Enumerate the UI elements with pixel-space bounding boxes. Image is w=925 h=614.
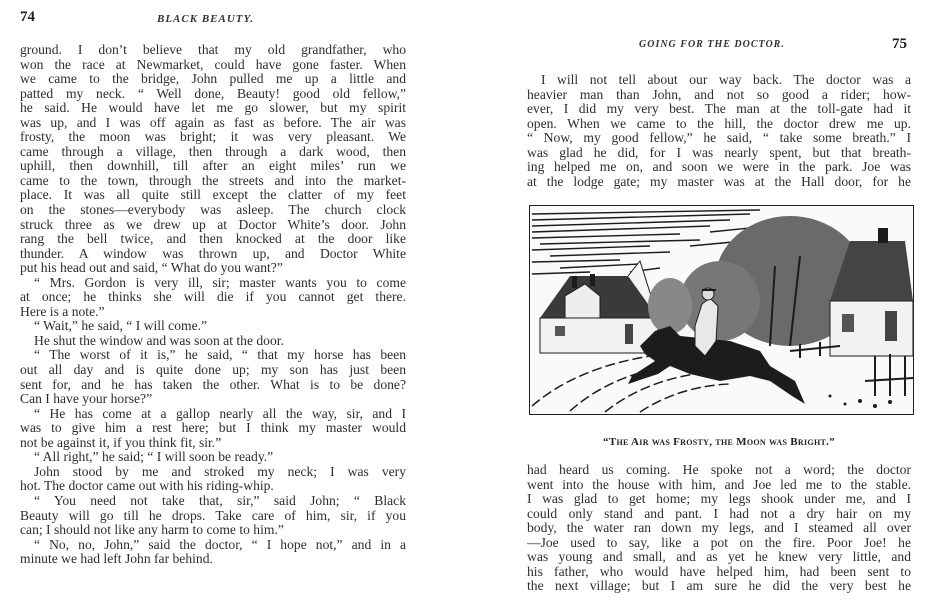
text-line: “ He has come at a gallop nearly all the way, sir, and I xyxy=(34,406,406,421)
text-line: could only stand and pant. I had not a dry hair on my xyxy=(527,506,911,521)
text-line: ever, I did my very best. The man at the toll-gate had it xyxy=(527,102,911,117)
text-line: Here is a note.” xyxy=(20,304,105,319)
text-line: came through a village, then through a dark wood, then xyxy=(20,144,406,159)
text-line: place. It was all quite still except the clatter of my feet xyxy=(20,188,406,203)
left-page xyxy=(0,0,460,614)
text-line: minute we had left John far behind. xyxy=(20,552,213,567)
text-line: “ Mrs. Gordon is very ill, sir; master wants you to come xyxy=(34,275,406,290)
text-line: uphill, then downhill, till after an eight miles’ run we xyxy=(20,159,406,174)
text-line: “ No, no, John,” said the doctor, “ I hope not,” and in a xyxy=(34,537,406,552)
text-line: ing helped me on, and soon we were in the park. Joe was xyxy=(527,160,911,175)
text-line: “ The worst of it is,” he said, “ that my horse has been xyxy=(34,348,406,363)
text-line: hot. The doctor came out with his riding-whip. xyxy=(20,479,274,494)
text-line: rang the bell twice, and then knocked at the door like xyxy=(20,232,406,247)
foreground-shading xyxy=(829,395,893,409)
text-line: Can I have your horse?” xyxy=(20,392,153,407)
text-line: ground. I don’t believe that my old grandfather, who xyxy=(20,43,406,57)
text-line: put his head out and said, “ What do you want?” xyxy=(20,261,283,276)
body-text-bottom xyxy=(527,463,911,594)
right-page xyxy=(460,0,925,614)
page-number: 75 xyxy=(892,36,907,52)
text-line: was up, and I was off again as fast as before. The air was xyxy=(20,115,406,130)
text-line: —Joe used to say, like a pot on the fire. Poor Joe! he xyxy=(527,535,911,550)
text-line: the next village; but I am sure he did the very best he xyxy=(527,579,911,594)
text-line: not be against it, if you think fit, sir.” xyxy=(20,435,222,450)
text-line: his father, who would have helped him, had been sent to xyxy=(527,564,911,579)
text-line: we came to the bridge, John pulled me up a little and xyxy=(20,72,406,87)
text-line: patted my neck. “ Well done, Beauty! good old fellow,” xyxy=(20,86,406,101)
text-line: body, the water ran down my legs, and I steamed all over xyxy=(527,521,911,536)
body-text xyxy=(20,43,406,567)
page-number: 74 xyxy=(20,9,35,25)
text-line: thunder. A window was thrown up, and Doctor White xyxy=(20,246,406,261)
text-line: came to the town, through the streets and into the market- xyxy=(20,173,406,188)
text-line: on the stones—everybody was asleep. The church clock xyxy=(20,203,406,218)
body-text-top xyxy=(527,73,911,189)
text-line: John stood by me and stroked my neck; I was very xyxy=(34,464,406,479)
text-line: can; I should not like any harm to come to him.” xyxy=(20,523,284,538)
text-line: “ Wait,” he said, “ I will come.” xyxy=(34,319,208,334)
text-line: open. When we came to the hill, the doctor drew me up. xyxy=(527,116,911,131)
text-line: was glad he did, for I was nearly spent, but that breath- xyxy=(527,145,911,160)
illustration-caption: “The Air was Frosty, the Moon was Bright.” xyxy=(603,436,835,448)
text-line: struck three as we drew up at Doctor White’s door. John xyxy=(20,217,406,232)
text-line: Beauty will go till he drops. Take care of him, sir, if you xyxy=(20,508,406,523)
text-line: won the race at Newmarket, could have gone faster. When xyxy=(20,57,406,72)
left-cottage xyxy=(540,261,658,353)
running-head: BLACK BEAUTY. xyxy=(157,13,255,25)
text-line: “ Now, my good fellow,” he said, “ take some breath.” I xyxy=(527,131,911,146)
text-line: He shut the window and was soon at the door. xyxy=(34,333,284,348)
text-line: at the lodge gate; my master was at the Hall door, for he xyxy=(527,174,911,189)
text-line: out all day and is quite done up; my son has just been xyxy=(20,363,406,378)
text-line: went into the house with him, and Joe led me to the stable. xyxy=(527,477,911,492)
text-line: “ You need not take that, sir,” said John; “ Black xyxy=(34,493,406,508)
text-line: he said. He would have let me go slower, but my spirit xyxy=(20,101,406,116)
illustration-horse-and-rider xyxy=(529,205,914,415)
text-line: heavier man than John, and not so good a rider; how- xyxy=(527,87,911,102)
text-line: at once; he thinks she will die if you cannot get there. xyxy=(20,290,406,305)
text-line: I will not tell about our way back. The doctor was a xyxy=(541,73,911,87)
text-line: was young and small, and as yet he knew very little, and xyxy=(527,550,911,565)
text-line: was to give him a rest here; but I think my master would xyxy=(20,421,406,436)
text-line: frosty, the moon was bright; it was very pleasant. We xyxy=(20,130,406,145)
text-line: “ All right,” he said; “ I will soon be ready.” xyxy=(34,450,274,465)
running-head: GOING FOR THE DOCTOR. xyxy=(639,39,785,50)
text-line: had heard us coming. He spoke not a word; the doctor xyxy=(527,463,911,477)
text-line: sent for, and he has taken the other. What is to be done? xyxy=(20,377,406,392)
text-line: I was glad to get home; my legs shook under me, and I xyxy=(527,492,911,507)
illustration-drawing xyxy=(530,206,913,414)
